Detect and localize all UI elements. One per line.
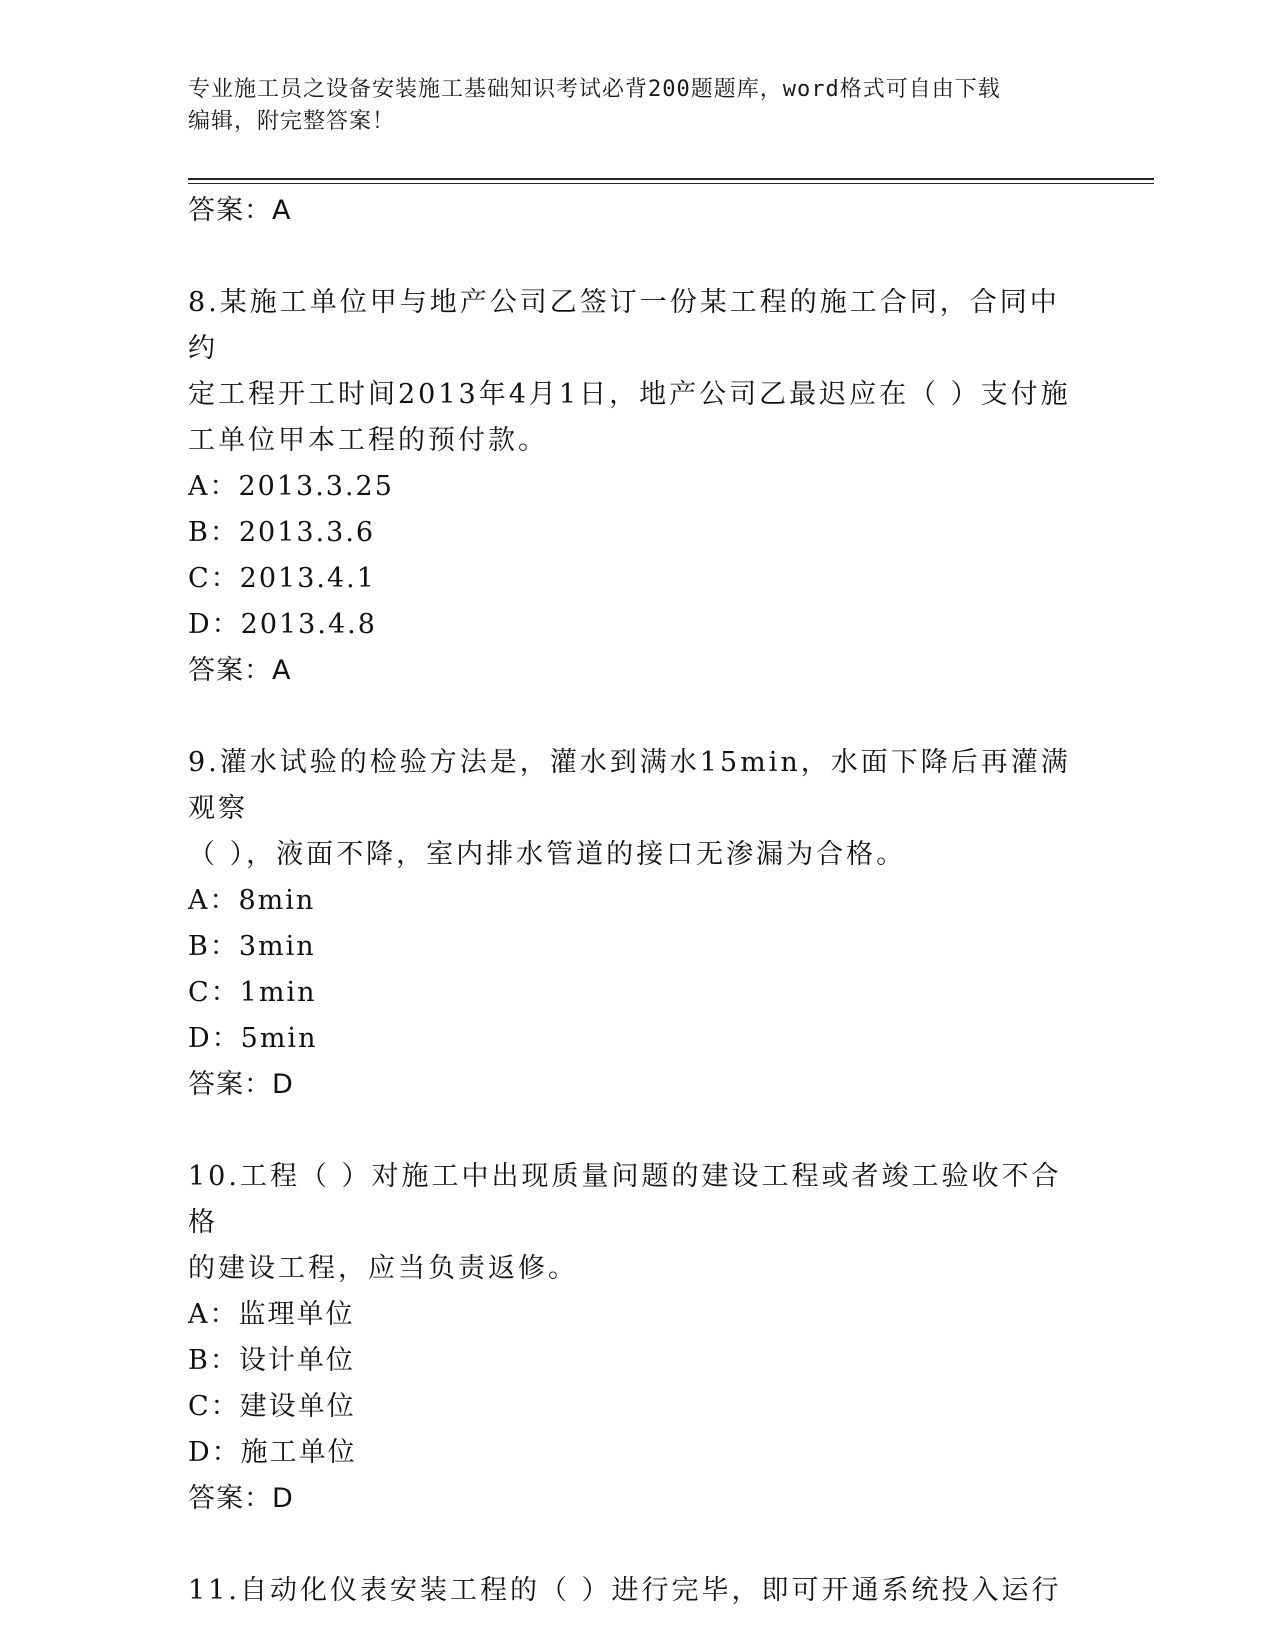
question-item — [188, 740, 1088, 1108]
option-b: B：3min — [188, 931, 316, 962]
question-text-line: 工单位甲本工程的预付款。 — [188, 425, 548, 456]
answer-label: 答案：D — [188, 1069, 294, 1100]
question-text-line: 9.灌水试验的检验方法是，灌水到满水15min，水面下降后再灌满观察 — [188, 747, 1071, 824]
spacer — [188, 694, 1088, 740]
header-title-line-1: 专业施工员之设备安装施工基础知识考试必背200题题库，word格式可自由下载 — [188, 77, 1001, 102]
spacer — [188, 1108, 1088, 1154]
answer-label: 答案：A — [188, 655, 292, 686]
option-c: C：1min — [188, 977, 317, 1008]
question-item — [188, 1568, 1088, 1614]
answer-label: 答案：A — [188, 195, 292, 226]
option-a: A：监理单位 — [188, 1299, 355, 1330]
answer-label: 答案：D — [188, 1483, 294, 1514]
spacer — [188, 1522, 1088, 1568]
question-item — [188, 280, 1088, 694]
option-d: D：2013.4.8 — [188, 609, 377, 640]
option-b: B：设计单位 — [188, 1345, 355, 1376]
spacer — [188, 234, 1088, 280]
option-c: C：2013.4.1 — [188, 563, 376, 594]
header-divider-thick — [188, 178, 1154, 180]
option-a: A：2013.3.25 — [188, 471, 394, 502]
option-d: D：5min — [188, 1023, 318, 1054]
option-d: D：施工单位 — [188, 1437, 357, 1468]
question-text-line: 8.某施工单位甲与地产公司乙签订一份某工程的施工合同，合同中约 — [188, 287, 1060, 364]
page-header — [188, 74, 1068, 138]
question-text-line: （ ），液面不降，室内排水管道的接口无渗漏为合格。 — [188, 839, 907, 870]
question-text-line: 11.自动化仪表安装工程的（ ）进行完毕，即可开通系统投入运行 — [188, 1575, 1062, 1606]
option-a: A：8min — [188, 885, 316, 916]
option-b: B：2013.3.6 — [188, 517, 376, 548]
question-text-line: 10.工程（ ）对施工中出现质量问题的建设工程或者竣工验收不合格 — [188, 1161, 1062, 1238]
question-item — [188, 1154, 1088, 1522]
option-c: C：建设单位 — [188, 1391, 356, 1422]
question-list — [188, 188, 1088, 1614]
question-text-line: 定工程开工时间2013年4月1日，地产公司乙最迟应在（ ）支付施 — [188, 379, 1071, 410]
question-text-line: 的建设工程，应当负责返修。 — [188, 1253, 578, 1284]
header-divider-thin — [188, 183, 1154, 184]
header-title-line-2: 编辑，附完整答案！ — [188, 109, 396, 134]
